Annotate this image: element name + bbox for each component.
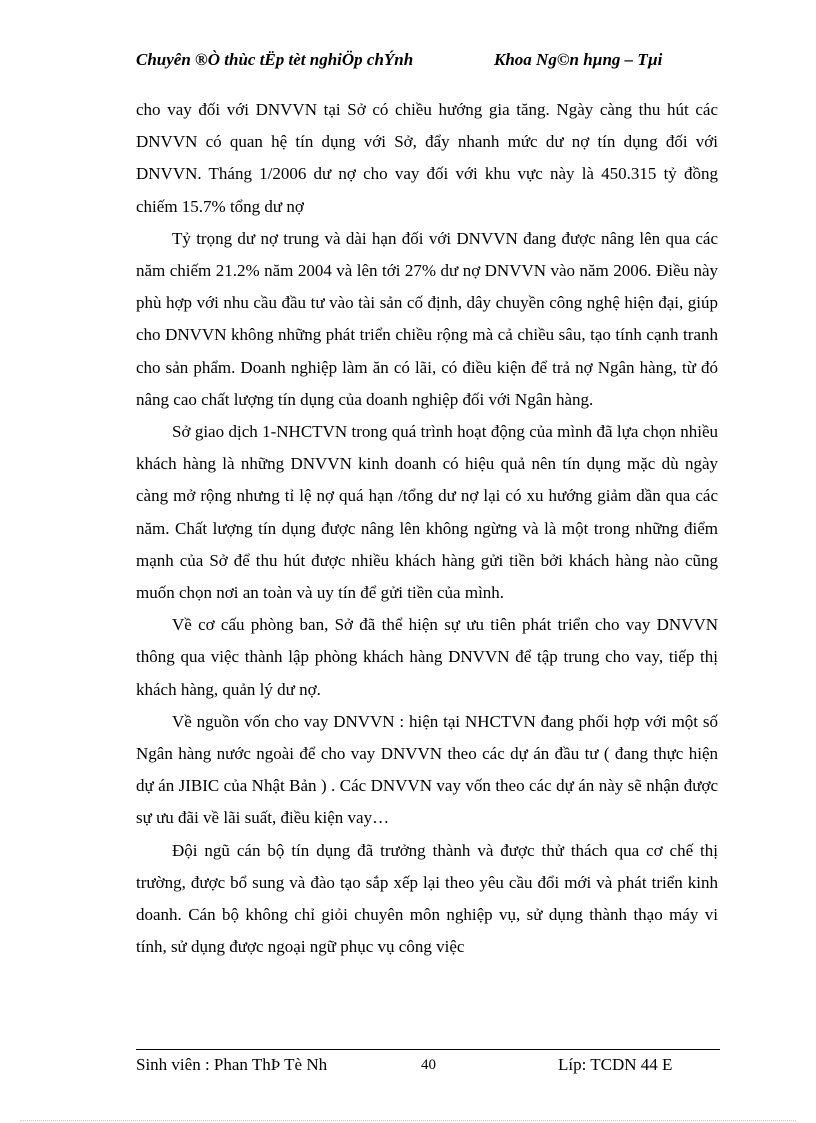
paragraph-5: Về nguồn vốn cho vay DNVVN : hiện tại NHCTVN đang phối hợp với một số Ngân hàng nước ngoài để cho vay DNVVN theo các dự án đầu tư ( đang thực hiện dự án JIBIC của Nhật Bản ) . Các DNVVN vay vốn theo các dự án này sẽ nhận được sự ưu đãi về lãi suất, điều kiện vay… bbox=[136, 711, 718, 828]
body-text bbox=[136, 94, 718, 963]
footer-divider bbox=[136, 1049, 720, 1050]
page-header bbox=[136, 50, 716, 92]
paragraph-2: Tỷ trọng dư nợ trung và dài hạn đối với DNVVN đang được nâng lên qua các năm chiếm 21.2% năm 2004 và lên tới 27% dư nợ DNVVN vào năm 2006. Điều này phù hợp với nhu cầu đầu tư vào tài sản cố định, dây chuyền công nghệ hiện đại, giúp cho DNVVN không những phát triển chiều rộng mà cả chiều sâu, tạo tính cạnh tranh cho sản phẩm. Doanh nghiệp làm ăn có lãi, có điều kiện để trả nợ Ngân hàng, từ đó nâng cao chất lượng tín dụng của doanh nghiệp đối với Ngân hàng. bbox=[136, 228, 718, 409]
header-thesis-title: Chuyên ®Ò thùc tËp tèt nghiÖp chÝnh bbox=[136, 50, 414, 69]
page-footer bbox=[136, 1054, 720, 1076]
header-faculty: Khoa Ng©n hµng – Tµi bbox=[494, 50, 663, 69]
footer-class: Líp: TCDN 44 E bbox=[558, 1055, 673, 1074]
footer-student: Sinh viên : Phan ThÞ Tè Nh bbox=[136, 1055, 328, 1074]
paragraph-3: Sở giao dịch 1-NHCTVN trong quá trình hoạt động của mình đã lựa chọn nhiều khách hàng là những DNVVN kinh doanh có hiệu quả nên tín dụng mặc dù ngày càng mở rộng nhưng tỉ lệ nợ quá hạn /tổng dư nợ lại có xu hướng giảm dần qua các năm. Chất lượng tín dụng được nâng lên không ngừng và là một trong những điểm mạnh của Sở để thu hút được nhiều khách hàng gửi tiền bởi khách hàng nào cũng muốn chọn nơi an toàn và uy tín để gửi tiền của mình. bbox=[136, 422, 718, 603]
page-number: 40 bbox=[421, 1057, 436, 1073]
page-bottom-dotted-line bbox=[20, 1120, 796, 1121]
paragraph-4: Về cơ cấu phòng ban, Sở đã thể hiện sự ưu tiên phát triển cho vay DNVVN thông qua việc thành lập phòng khách hàng DNVVN để tập trung cho vay, tiếp thị khách hàng, quản lý dư nợ. bbox=[136, 615, 718, 699]
paragraph-6: Đội ngũ cán bộ tín dụng đã trưởng thành và được thử thách qua cơ chế thị trường, được bổ sung và đào tạo sắp xếp lại theo yêu cầu đổi mới và phát triển kinh doanh. Cán bộ không chỉ giỏi chuyên môn nghiệp vụ, sử dụng thành thạo máy vi tính, sử dụng được ngoại ngữ phục vụ công việc bbox=[136, 840, 718, 957]
paragraph-1: cho vay đối với DNVVN tại Sở có chiều hướng gia tăng. Ngày càng thu hút các DNVVN có quan hệ tín dụng với Sở, đẩy nhanh mức dư nợ tín dụng đối với DNVVN. Tháng 1/2006 dư nợ cho vay đối với khu vực này là 450.315 tỷ đồng chiếm 15.7% tổng dư nợ bbox=[136, 100, 718, 216]
